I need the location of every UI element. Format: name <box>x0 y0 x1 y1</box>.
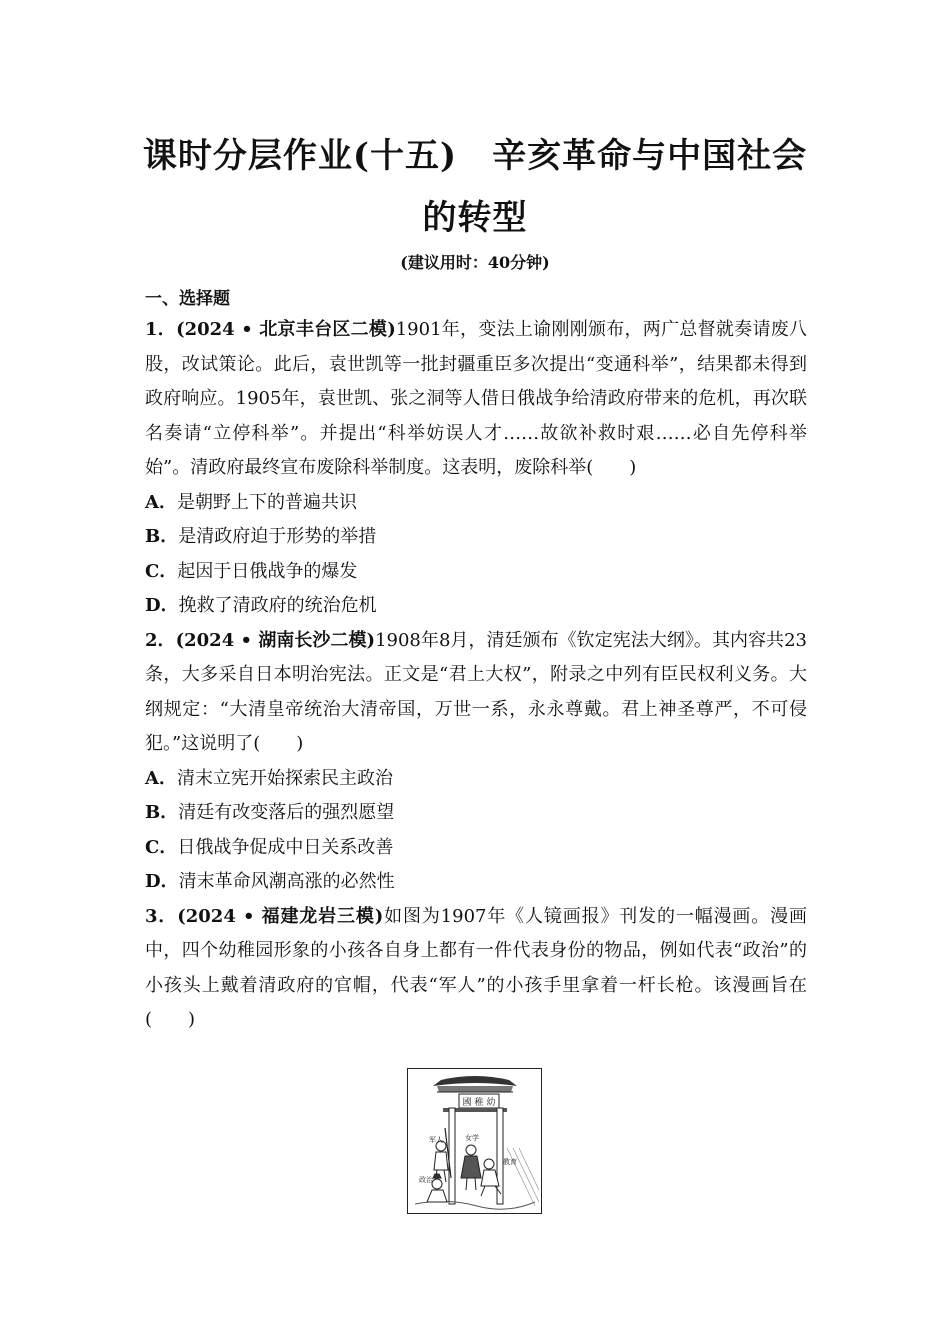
option-letter: C． <box>145 560 178 582</box>
question-2-source: (2024 • 湖南长沙二模) <box>175 629 376 651</box>
question-1-stem: 1901年，变法上谕刚刚颁布，两广总督就奏请废八股，改试策论。此后，袁世凯等一批封疆重臣多次提出“变通科举”，结果都未得到政府响应。1905年，袁世凯、张之洞等人借日俄战争给清政府带来的危机，再次联名奏请“立停科举”。并提出“科举妨误人才……故欲补救时艰……必自先停科举始”。清政府最终宣布废除科举制度。这表明，废除科举( ) <box>145 319 807 478</box>
label-education: 教育 <box>503 1158 517 1166</box>
label-girl-student: 女学 <box>465 1134 479 1142</box>
question-2-number: 2． <box>145 629 176 651</box>
question-1-option-a[interactable] <box>145 486 807 521</box>
option-text: 是清政府迫于形势的举措 <box>178 526 377 547</box>
option-letter: A． <box>145 491 177 513</box>
option-letter: B． <box>145 802 179 823</box>
option-text: 清末立宪开始探索民主政治 <box>176 767 393 789</box>
option-text: 是朝野上下的普遍共识 <box>176 491 357 513</box>
question-1-option-c[interactable] <box>145 555 807 590</box>
question-2-option-a[interactable] <box>145 762 807 797</box>
label-soldier: 军人 <box>429 1136 443 1144</box>
gate-roof-beam <box>437 1086 513 1092</box>
question-2 <box>145 624 807 762</box>
question-1-option-b[interactable] <box>145 520 807 555</box>
option-letter: D． <box>145 871 179 892</box>
question-2-option-d[interactable] <box>145 865 807 900</box>
option-text: 清廷有改变落后的强烈愿望 <box>178 802 395 823</box>
page-title-line-2: 的转型 <box>422 198 528 238</box>
question-3-number: 3． <box>145 905 178 927</box>
cartoon-drawing <box>407 1068 542 1214</box>
question-1-number: 1． <box>145 319 177 340</box>
cartoon-illustration <box>407 1068 542 1214</box>
option-text: 日俄战争促成中日关系改善 <box>177 836 394 858</box>
question-3-source: (2024 • 福建龙岩三模) <box>177 905 384 927</box>
question-3 <box>145 900 807 1038</box>
question-list <box>145 313 807 1038</box>
option-letter: D． <box>145 595 179 616</box>
option-letter: B． <box>145 526 179 547</box>
label-politics: 政治 <box>419 1176 433 1184</box>
option-text: 清末革命风潮高涨的必然性 <box>178 871 395 892</box>
option-text: 挽救了清政府的统治危机 <box>178 595 377 616</box>
question-1 <box>145 313 807 486</box>
option-letter: C． <box>145 836 178 858</box>
option-text: 起因于日俄战争的爆发 <box>177 560 358 582</box>
suggested-time: (建议用时：40分钟) <box>400 253 550 272</box>
section-heading: 一、选择题 <box>145 289 230 309</box>
option-letter: A． <box>145 767 177 789</box>
question-2-option-c[interactable] <box>145 831 807 866</box>
gate-sign-text: 國 稚 幼 <box>462 1098 496 1108</box>
page-title-line-1: 课时分层作业(十五) 辛亥革命与中国社会 <box>142 136 808 176</box>
question-2-option-b[interactable] <box>145 796 807 831</box>
question-1-source: (2024 • 北京丰台区二模) <box>176 319 396 340</box>
question-1-option-d[interactable] <box>145 589 807 624</box>
question-2-stem: 1908年8月，清廷颁布《钦定宪法大纲》。其内容共23条，大多采自日本明治宪法。正文是“君上大权”，附录之中列有臣民权利义务。大纲规定：“大清皇帝统治大清帝国，万世一系，永永尊戴。君上神圣尊严，不可侵犯。”这说明了( ) <box>145 629 807 754</box>
gate-pillar-left <box>449 1108 455 1204</box>
question-3-stem: 如图为1907年《人镜画报》刊发的一幅漫画。漫画中，四个幼稚园形象的小孩各自身上都有一件代表身份的物品，例如代表“政治”的小孩头上戴着清政府的官帽，代表“军人”的小孩手里拿着一杆长枪。该漫画旨在( ) <box>145 905 807 1030</box>
